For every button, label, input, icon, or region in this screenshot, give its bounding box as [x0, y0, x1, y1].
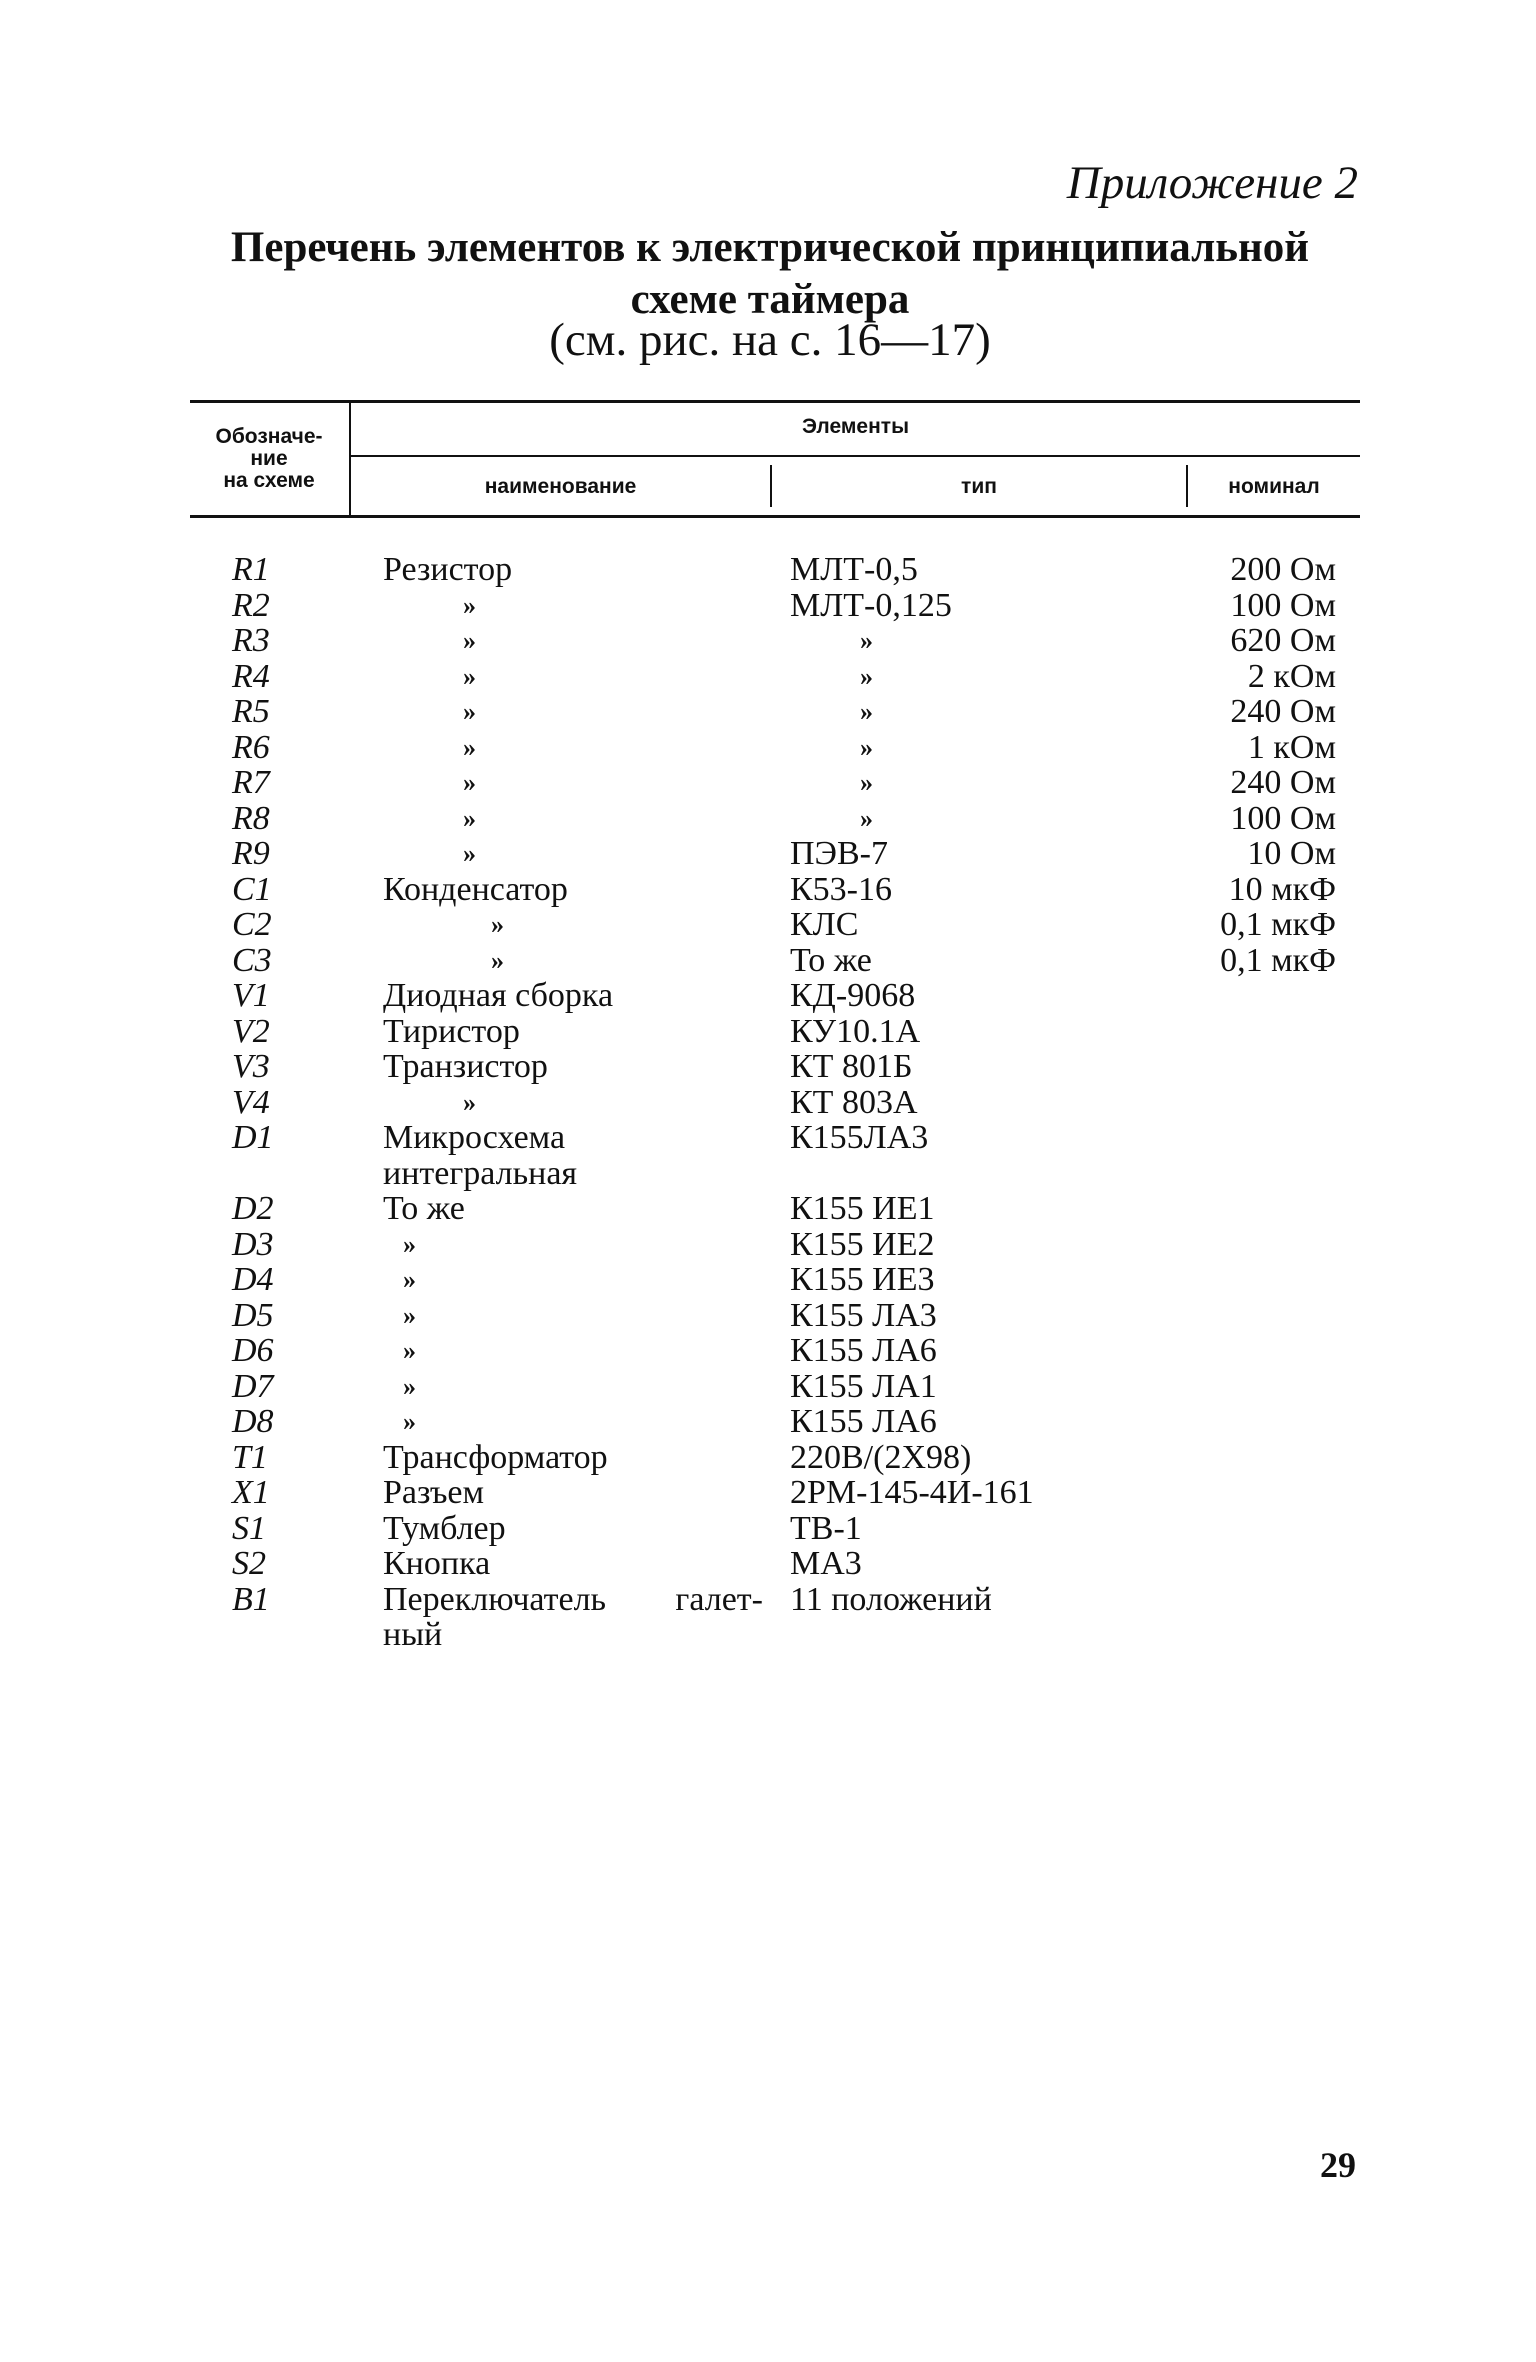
type-cell: КТ 801Б: [790, 1048, 913, 1085]
name-cell: [383, 730, 843, 766]
table-row: [0, 1333, 1536, 1369]
name-text: »: [403, 1407, 416, 1436]
table-row: [0, 872, 1536, 908]
name-cell: [383, 1227, 783, 1263]
name-text: Трансформатор: [383, 1438, 608, 1476]
name-cell: [383, 1014, 763, 1050]
name-cell: [383, 694, 843, 730]
type-cell: МЛТ-0,125: [790, 586, 952, 624]
designation-cell: T1: [232, 1438, 268, 1476]
name-text: »: [463, 590, 476, 620]
type-cell: К53-16: [790, 870, 892, 908]
type-cell: »: [860, 626, 873, 655]
header-name: наименование: [484, 475, 637, 498]
name-cell: [383, 1404, 783, 1440]
header-bottom-rule: [190, 515, 1360, 518]
table-row: [0, 1014, 1536, 1050]
header-type: тип: [961, 475, 997, 498]
designation-cell: R8: [232, 799, 270, 837]
name-text: Конденсатор: [383, 870, 568, 908]
name-text: »: [491, 910, 504, 939]
nominal-cell: 240 Ом: [1230, 764, 1336, 801]
name-text: Тумблер: [383, 1509, 506, 1547]
designation-cell: R7: [232, 764, 270, 801]
nominal-cell: 2 кОм: [1247, 657, 1336, 695]
header-designation-line-2: ние: [250, 447, 288, 470]
appendix-label: Приложение 2: [1066, 157, 1358, 209]
name-text: »: [463, 661, 476, 691]
nominal-cell: 0,1 мкФ: [1220, 906, 1336, 943]
designation-cell: R3: [232, 622, 270, 659]
designation-cell: D6: [232, 1332, 274, 1369]
designation-cell: X1: [232, 1474, 270, 1511]
nominal-cell: 240 Ом: [1230, 693, 1336, 730]
designation-cell: R5: [232, 693, 270, 730]
designation-cell: R4: [232, 657, 270, 695]
table-row: [0, 623, 1536, 659]
designation-cell: R2: [232, 586, 270, 624]
name-text: Разъем: [383, 1474, 485, 1511]
type-cell: »: [860, 803, 873, 833]
elements-table-body: [0, 552, 1536, 1653]
designation-cell: D8: [232, 1403, 274, 1440]
name-cell: [383, 801, 843, 837]
table-row: [0, 1511, 1536, 1547]
table-row: [0, 552, 1536, 588]
nominal-cell: 10 мкФ: [1228, 870, 1336, 908]
name-cell: [383, 1262, 783, 1298]
designation-cell: S1: [232, 1509, 266, 1547]
designation-cell: D7: [232, 1367, 274, 1405]
table-row: [0, 1120, 1536, 1191]
designation-cell: V2: [232, 1012, 270, 1050]
name-text: Микросхема: [383, 1119, 566, 1156]
type-cell: МА3: [790, 1545, 862, 1582]
type-cell: КД-9068: [790, 977, 916, 1014]
table-row: [0, 1475, 1536, 1511]
name-text: »: [403, 1300, 416, 1330]
name-cell: [383, 1298, 783, 1334]
name-cell: [383, 659, 843, 695]
designation-cell: D1: [232, 1119, 274, 1156]
type-cell: К155 ИЕ2: [790, 1225, 935, 1263]
name-cell: [383, 1475, 763, 1511]
designation-cell: D4: [232, 1261, 274, 1298]
subtitle: (см. рис. на с. 16—17): [549, 314, 991, 366]
table-row: [0, 1191, 1536, 1227]
table-row: [0, 1262, 1536, 1298]
table-row: [0, 907, 1536, 943]
nominal-cell: 1 кОм: [1247, 728, 1336, 766]
page-number: 29: [1320, 2145, 1356, 2185]
type-cell: То же: [790, 941, 872, 979]
designation-cell: V4: [232, 1083, 270, 1121]
nominal-cell: 10 Ом: [1247, 835, 1336, 872]
type-cell: КЛС: [790, 906, 859, 943]
name-cell: [383, 623, 843, 659]
nominal-cell: 620 Ом: [1230, 622, 1336, 659]
header-elements: Элементы: [802, 415, 909, 438]
nominal-cell: 100 Ом: [1230, 586, 1336, 624]
name-text: »: [491, 945, 504, 975]
name-text: »: [463, 839, 476, 868]
table-row: [0, 588, 1536, 624]
table-row: [0, 943, 1536, 979]
name-text-continued: ный: [383, 1616, 443, 1653]
name-text: »: [463, 768, 476, 797]
type-cell: К155 ЛА6: [790, 1403, 937, 1440]
type-cell: 2РМ-145-4И-161: [790, 1474, 1034, 1511]
type-cell: »: [860, 661, 873, 691]
designation-cell: B1: [232, 1580, 270, 1618]
table-row: [0, 1582, 1536, 1653]
table-row: [0, 1546, 1536, 1582]
type-cell: К155 ИЕ3: [790, 1261, 935, 1298]
name-cell: [383, 1369, 783, 1405]
name-text: »: [463, 626, 476, 655]
type-cell: »: [860, 697, 873, 726]
header-designation-line-1: Обозначе-: [215, 425, 323, 448]
designation-cell: D3: [232, 1225, 274, 1263]
name-cell: [383, 1191, 763, 1227]
table-row: [0, 1227, 1536, 1263]
name-cell: [383, 1085, 843, 1121]
name-text: »: [403, 1371, 416, 1401]
type-cell: К155ЛА3: [790, 1119, 929, 1156]
name-text: »: [463, 803, 476, 833]
name-cell: [383, 1440, 763, 1476]
designation-cell: R9: [232, 835, 270, 872]
name-text: Транзистор: [383, 1048, 548, 1085]
table-row: [0, 1404, 1536, 1440]
type-cell: »: [860, 768, 873, 797]
designation-cell: R1: [232, 551, 270, 588]
name-cell: [383, 836, 843, 872]
table-row: [0, 659, 1536, 695]
name-cell: [383, 1582, 763, 1653]
type-cell: К155 ЛА6: [790, 1332, 937, 1369]
name-text: »: [463, 1087, 476, 1117]
name-text: Тиристор: [383, 1012, 520, 1050]
title-line-2: схеме таймера: [630, 276, 910, 323]
table-row: [0, 978, 1536, 1014]
name-cell: [383, 1511, 763, 1547]
type-cell: МЛТ-0,5: [790, 551, 918, 588]
designation-cell: V1: [232, 977, 270, 1014]
designation-cell: C1: [232, 870, 272, 908]
header-designation-line-3: на схеме: [223, 469, 315, 492]
name-text: Резистор: [383, 551, 513, 588]
table-top-rule: [190, 400, 1360, 403]
table-row: [0, 765, 1536, 801]
designation-cell: S2: [232, 1545, 266, 1582]
name-cell: [383, 552, 763, 588]
name-cell: [383, 1120, 763, 1191]
type-cell: ТВ-1: [790, 1509, 862, 1547]
name-text: »: [403, 1229, 416, 1259]
elements-underline: [351, 455, 1360, 457]
table-row: [0, 694, 1536, 730]
name-cell: [383, 765, 843, 801]
designation-cell: R6: [232, 728, 270, 766]
name-cell: [383, 872, 763, 908]
type-cell: КТ 803А: [790, 1083, 918, 1121]
name-text: То же: [383, 1190, 465, 1227]
table-row: [0, 1085, 1536, 1121]
name-text: »: [463, 697, 476, 726]
designation-cell: D5: [232, 1296, 274, 1334]
designation-cell: C2: [232, 906, 272, 943]
type-cell: 220В/(2X98): [790, 1438, 972, 1476]
name-cell: [383, 588, 843, 624]
table-row: [0, 730, 1536, 766]
type-cell: К155 ЛА1: [790, 1367, 937, 1405]
name-cell: [383, 1049, 763, 1085]
table-row: [0, 1049, 1536, 1085]
table-row: [0, 1369, 1536, 1405]
designation-cell: V3: [232, 1048, 270, 1085]
header-nominal: номинал: [1228, 475, 1320, 498]
name-text: »: [463, 732, 476, 762]
name-cell: [383, 1333, 783, 1369]
designation-cell: C3: [232, 941, 272, 979]
type-cell: ПЭВ-7: [790, 835, 888, 872]
name-text: Кнопка: [383, 1545, 491, 1582]
title-line-1: Перечень элементов к электрической принципиальной: [230, 224, 1310, 271]
nominal-cell: 0,1 мкФ: [1220, 941, 1336, 979]
name-text-continued: интегральная: [383, 1154, 578, 1192]
name-cell: [383, 978, 763, 1014]
table-row: [0, 836, 1536, 872]
nominal-cell: 200 Ом: [1230, 551, 1336, 588]
name-text: »: [403, 1265, 416, 1294]
type-cell: К155 ИЕ1: [790, 1190, 935, 1227]
type-cell: К155 ЛА3: [790, 1296, 937, 1334]
type-cell: 11 положений: [790, 1580, 992, 1618]
table-row: [0, 1298, 1536, 1334]
table-row: [0, 801, 1536, 837]
name-text: »: [403, 1336, 416, 1365]
name-cell: [383, 1546, 763, 1582]
type-cell: КУ10.1А: [790, 1012, 921, 1050]
designation-cell: D2: [232, 1190, 274, 1227]
type-cell: »: [860, 732, 873, 762]
header-designation: [190, 426, 348, 492]
name-text: Диодная сборка: [383, 977, 614, 1014]
nominal-cell: 100 Ом: [1230, 799, 1336, 837]
table-row: [0, 1440, 1536, 1476]
name-text: Переключатель галет-: [383, 1580, 763, 1618]
